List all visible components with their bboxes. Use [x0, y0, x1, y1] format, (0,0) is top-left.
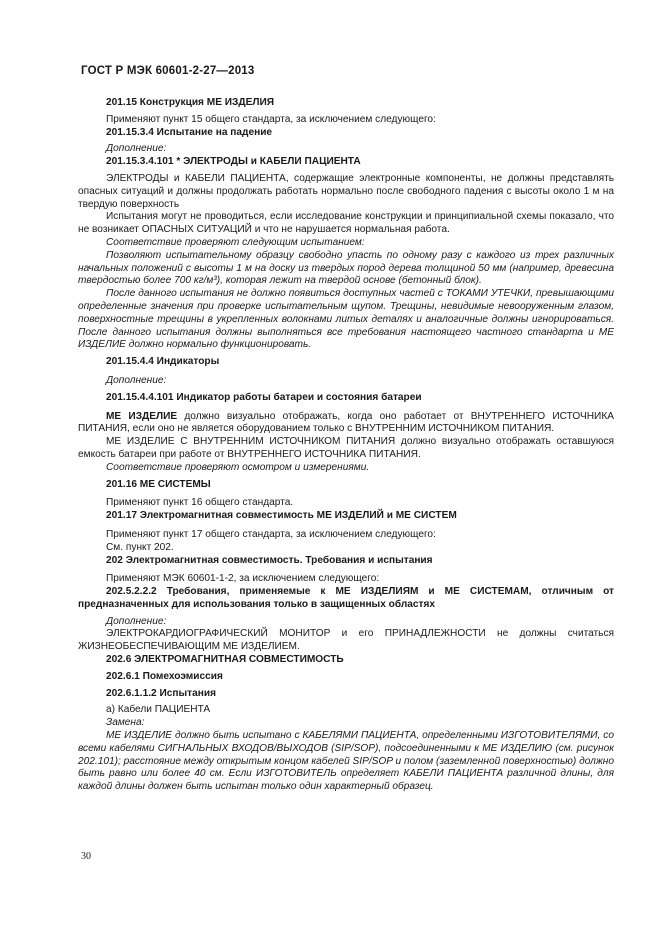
page-number: 30 [81, 851, 91, 862]
paragraph-text: должно визуально отображать, когда оно работает от ВНУТРЕННЕГО ИСТОЧНИКА ПИТАНИЯ, если оно не является оборудованием только с ВНУТРЕННИМ ИСТОЧНИКОМ ПИТАНИЯ. [78, 410, 614, 435]
paragraph: Замена: [106, 717, 145, 729]
paragraph [78, 411, 614, 437]
section-heading: 201.15.3.4.101 * ЭЛЕКТРОДЫ и КАБЕЛИ ПАЦИЕНТА [106, 156, 361, 168]
standard-header: ГОСТ Р МЭК 60601-2-27—2013 [81, 65, 255, 77]
paragraph: ME ИЗДЕЛИЕ должно быть испытано с КАБЕЛЯМИ ПАЦИЕНТА, определенными ИЗГОТОВИТЕЛЯМИ, со всеми кабелями СИГНАЛЬНЫХ ВХОДОВ/ВЫХОДОВ (SIP/SOP), подсоединенными к ME ИЗДЕЛИЮ (см. рисунок 202.101); расстояние между открытым концом кабелей SIP/SOP и полом (заземленной поверхностью) должно быть равно или более 40 см. Если ИЗГОТОВИТЕЛЬ определяет КАБЕЛИ ПАЦИЕНТА различной длины, для каждой длины должен быть испытан только один характерный образец. [78, 730, 614, 793]
paragraph: Применяют пункт 15 общего стандарта, за исключением следующего: [106, 113, 436, 125]
paragraph: Соответствие проверяют следующим испытанием: [106, 236, 365, 248]
section-heading: 202 Электромагнитная совместимость. Требования и испытания [106, 554, 433, 566]
paragraph: Соответствие проверяют осмотром и измерениями. [106, 461, 370, 473]
paragraph: ME ИЗДЕЛИЕ С ВНУТРЕННИМ ИСТОЧНИКОМ ПИТАНИЯ должно визуально отображать оставшуюся емкость батареи при работе от ВНУТРЕННЕГО ИСТОЧНИКА ПИТАНИЯ. [78, 436, 614, 460]
section-heading: 201.15.4.4 Индикаторы [106, 356, 220, 368]
section-heading: 201.15.3.4 Испытание на падение [106, 126, 273, 138]
paragraph: Дополнение: [106, 374, 167, 386]
section-heading: 201.15 Конструкция ME ИЗДЕЛИЯ [106, 97, 275, 108]
section-heading: 202.6 ЭЛЕКТРОМАГНИТНАЯ СОВМЕСТИМОСТЬ [106, 654, 344, 666]
paragraph: Применяют МЭК 60601-1-2, за исключением следующего: [106, 573, 380, 585]
section-heading: 201.16 ME СИСТЕМЫ [106, 478, 211, 490]
section-heading: 202.5.2.2.2 Требования, применяемые к ME ИЗДЕЛИЯМ и ME СИСТЕМАМ, отличным от предназначенных для использования только в защищенных областях [78, 586, 614, 610]
paragraph: ЭЛЕКТРОДЫ и КАБЕЛИ ПАЦИЕНТА, содержащие электронные компоненты, не должны представлять опасных ситуаций и должны продолжать работать нормально после свободного падения с высоты около 1 м на твердую поверхность [78, 172, 614, 210]
paragraph: Испытания могут не проводиться, если исследование конструкции и принципиальной схемы показало, что не возникает ОПАСНЫХ СИТУАЦИЙ и что не нарушается нормальная работа. [78, 211, 614, 236]
section-heading: 202.6.1 Помехоэмиссия [106, 670, 223, 682]
bold-lead-term: ME ИЗДЕЛИЕ [106, 410, 178, 422]
paragraph: Применяют пункт 16 общего стандарта. [106, 497, 294, 509]
paragraph: Позволяют испытательному образцу свободно упасть по одному разу с каждого из трех различных начальных положений с высоты 1 м на доску из твердых пород дерева толщиной 50 мм (например, древесина твердостью более 700 кг/м³), которая лежит на твердой основе (бетонный блок). [78, 249, 614, 287]
document-body [78, 93, 614, 794]
paragraph: После данного испытания не должно появиться доступных частей с ТОКАМИ УТЕЧКИ, превышающими определенные значения при проверке испытательным щупом. Трещины, невидимые невооруженным глазом, поверхностные трещины в укрепленных волокнами литых деталях и аналогичные должны игнорироваться. После данного испытания должны выполняться все требования настоящего частного стандарта и ME ИЗДЕЛИЕ должно нормально функционировать. [78, 288, 614, 351]
paragraph: См. пункт 202. [106, 541, 174, 553]
paragraph: Дополнение: [106, 615, 167, 627]
paragraph: Применяют пункт 17 общего стандарта, за исключением следующего: [106, 528, 436, 540]
section-heading: 201.15.4.4.101 Индикатор работы батареи и состояния батареи [106, 391, 422, 403]
paragraph: а) Кабели ПАЦИЕНТА [106, 704, 211, 716]
paragraph: ЭЛЕКТРОКАРДИОГРАФИЧЕСКИЙ МОНИТОР и его ПРИНАДЛЕЖНОСТИ не должны считаться ЖИЗНЕОБЕСПЕЧИВАЮЩИМ ME ИЗДЕЛИЕМ. [78, 628, 614, 653]
section-heading: 201.17 Электромагнитная совместимость ME ИЗДЕЛИЙ и ME СИСТЕМ [106, 510, 457, 522]
paragraph: Дополнение: [106, 143, 167, 155]
section-heading: 202.6.1.1.2 Испытания [106, 687, 216, 699]
